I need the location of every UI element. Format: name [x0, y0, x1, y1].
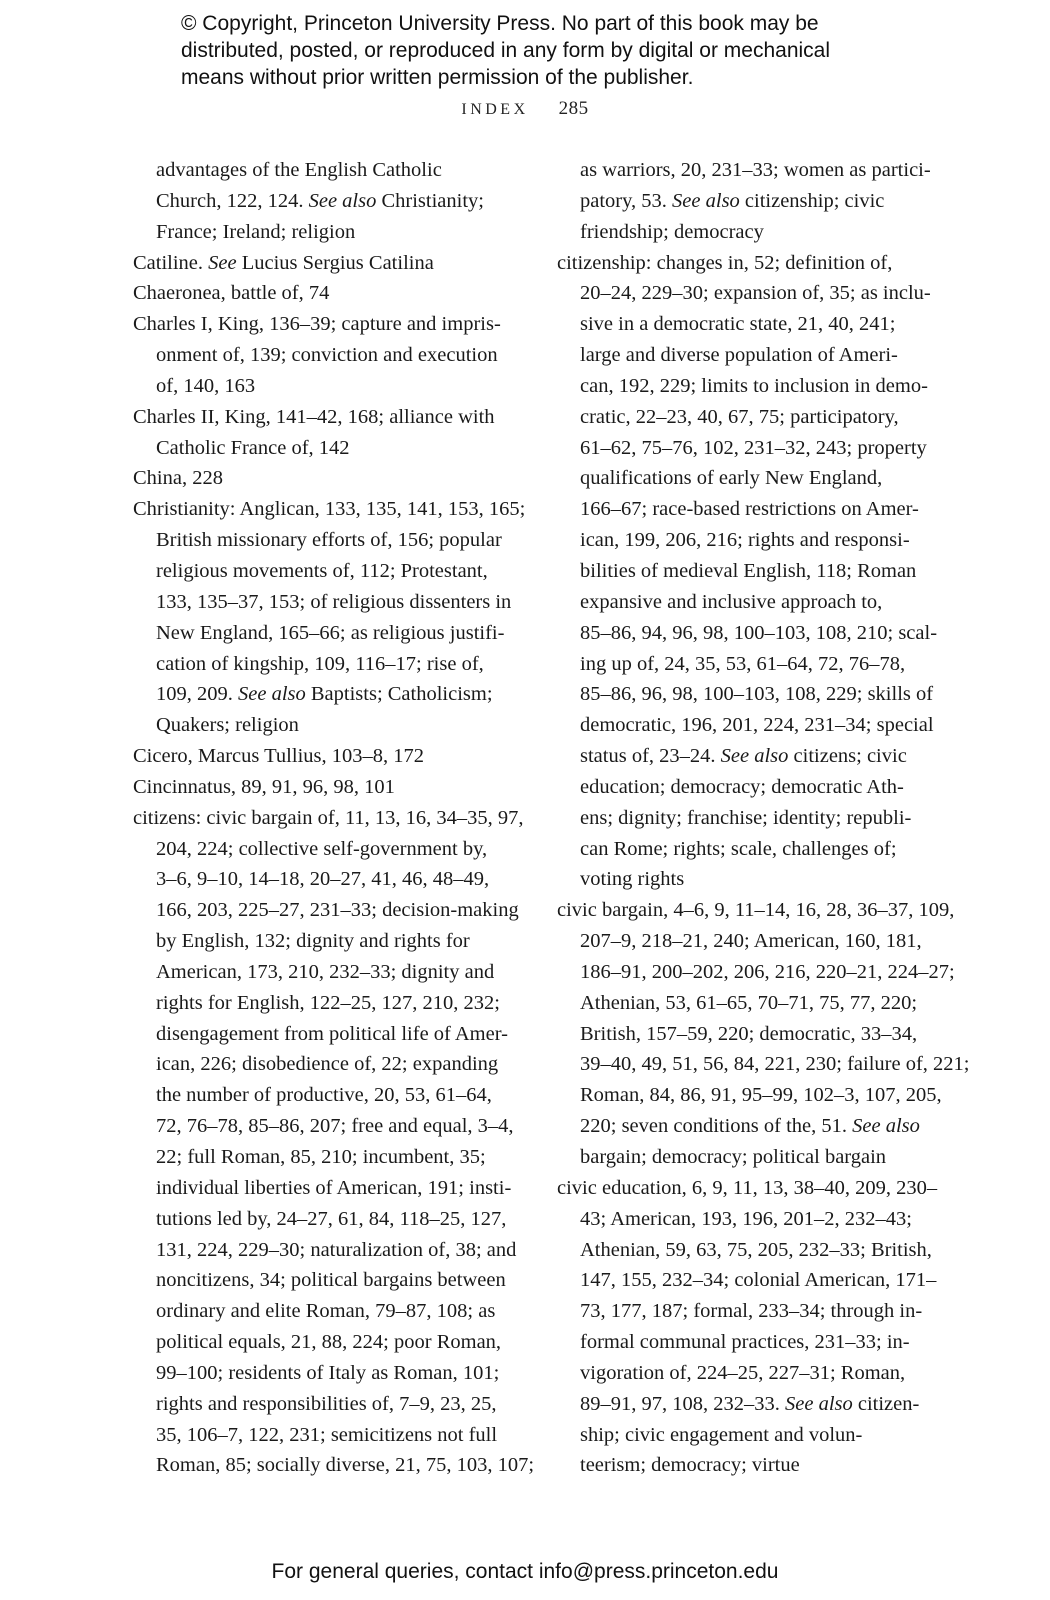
index-text: noncitizens, 34; political bargains between [156, 1269, 506, 1292]
index-line-continued [133, 895, 533, 926]
index-text: civic bargain, 4–6, 9, 11–14, 16, 28, 36–37, 109, [557, 899, 955, 922]
index-line-continued [557, 217, 957, 248]
running-head [0, 98, 1050, 120]
index-line-continued [557, 1235, 957, 1266]
index-line-continued [133, 1327, 533, 1358]
index-text: qualifications of early New England, [580, 467, 883, 490]
index-line-continued [557, 309, 957, 340]
index-text: Catiline. [133, 251, 209, 274]
index-text: 166–67; race-based restrictions on Amer- [580, 498, 919, 521]
index-line-continued [557, 402, 957, 433]
index-text: patory, 53. [580, 189, 673, 212]
index-line-continued [133, 340, 533, 371]
index-text: 99–100; residents of Italy as Roman, 101; [156, 1361, 500, 1384]
index-text: the number of productive, 20, 53, 61–64, [156, 1084, 492, 1107]
index-line-continued [557, 186, 957, 217]
section-title: INDEX [461, 101, 529, 118]
index-text: Charles II, King, 141–42, 168; alliance with [133, 405, 495, 428]
index-text: New England, 165–66; as religious justifi- [156, 621, 505, 644]
index-line-continued [133, 834, 533, 865]
index-line-continued [133, 1235, 533, 1266]
index-text: citizenship; civic [739, 189, 885, 212]
index-line-continued [557, 741, 957, 772]
index-line-continued [133, 649, 533, 680]
index-text: can, 192, 229; limits to inclusion in demo- [580, 374, 928, 397]
index-text: 186–91, 200–202, 206, 216, 220–21, 224–27; [580, 960, 955, 983]
index-text: 43; American, 193, 196, 201–2, 232–43; [580, 1207, 912, 1230]
index-line-continued [557, 433, 957, 464]
index-text: British missionary efforts of, 156; popular [156, 529, 502, 552]
index-text: cation of kingship, 109, 116–17; rise of, [156, 652, 484, 675]
index-line-continued [557, 649, 957, 680]
index-text: teerism; democracy; virtue [580, 1454, 800, 1477]
index-line-continued [557, 679, 957, 710]
index-text: ens; dignity; franchise; identity; republi- [580, 806, 912, 829]
index-line-continued [133, 1389, 533, 1420]
index-column-right [557, 155, 970, 1481]
index-entry-heading [557, 248, 957, 279]
index-line-continued [557, 926, 957, 957]
index-text: Catholic France of, 142 [156, 436, 350, 459]
index-text: 85–86, 94, 96, 98, 100–103, 108, 210; scal- [580, 621, 938, 644]
index-line-continued [557, 1111, 957, 1142]
index-text: Christianity: Anglican, 133, 135, 141, 153, 165; [133, 498, 526, 521]
index-line-continued [133, 1358, 533, 1389]
index-text: 3–6, 9–10, 14–18, 20–27, 41, 46, 48–49, [156, 868, 490, 891]
index-line-continued [133, 1019, 533, 1050]
index-text: political equals, 21, 88, 224; poor Roman, [156, 1331, 502, 1354]
page-number: 285 [558, 98, 589, 119]
index-text: 166, 203, 225–27, 231–33; decision-making [156, 899, 519, 922]
index-line-continued [133, 587, 533, 618]
index-line-continued [557, 710, 957, 741]
index-line-continued [557, 864, 957, 895]
index-text: 35, 106–7, 122, 231; semicitizens not full [156, 1423, 498, 1446]
index-line-continued [557, 1204, 957, 1235]
index-line-continued [557, 1327, 957, 1358]
copyright-notice [181, 10, 1001, 91]
index-text: 207–9, 218–21, 240; American, 160, 181, [580, 930, 922, 953]
cross-reference-label: See also [308, 189, 377, 212]
index-text: 89–91, 97, 108, 232–33. [580, 1392, 785, 1415]
index-entry-heading [133, 803, 533, 834]
index-text: 39–40, 49, 51, 56, 84, 221, 230; failure of, 221; [580, 1053, 970, 1076]
index-line-continued [133, 1450, 533, 1481]
index-line-continued [133, 186, 533, 217]
cross-reference-label: See also [672, 189, 740, 212]
index-line-continued [557, 1450, 957, 1481]
index-text: Christianity; [376, 189, 484, 212]
index-entry-heading [133, 402, 533, 433]
cross-reference-label: See also [785, 1392, 853, 1415]
index-text: of, 140, 163 [156, 374, 256, 397]
index-line-continued [133, 1420, 533, 1451]
index-line-continued [133, 1142, 533, 1173]
index-text: onment of, 139; conviction and execution [156, 344, 498, 367]
index-text: 131, 224, 229–30; naturalization of, 38; and [156, 1238, 517, 1261]
cross-reference-label: See also [238, 683, 306, 706]
index-line-continued [557, 1265, 957, 1296]
index-text: democratic, 196, 201, 224, 231–34; special [580, 714, 934, 737]
index-line-continued [557, 155, 957, 186]
index-line-continued [557, 494, 957, 525]
index-line-continued [133, 988, 533, 1019]
index-line-continued [557, 1049, 970, 1080]
index-line-continued [557, 587, 957, 618]
index-line-continued [133, 217, 533, 248]
index-text: Church, 122, 124. [156, 189, 309, 212]
index-line-continued [133, 679, 533, 710]
cross-reference-label: See [208, 251, 237, 274]
footer-contact: For general queries, contact info@press.princeton.edu [271, 1560, 779, 1583]
index-line-continued [557, 618, 957, 649]
index-text: ing up of, 24, 35, 53, 61–64, 72, 76–78, [580, 652, 906, 675]
index-line-continued [557, 1142, 957, 1173]
index-line-continued [557, 1080, 957, 1111]
index-text: 20–24, 229–30; expansion of, 35; as inclu- [580, 282, 931, 305]
index-entry-heading [133, 463, 533, 494]
index-line-continued [133, 1296, 533, 1327]
index-line-continued [133, 371, 533, 402]
index-line-continued [557, 803, 957, 834]
index-line-continued [133, 1265, 533, 1296]
cross-reference-label: See also [720, 745, 789, 768]
index-text: advantages of the English Catholic [156, 159, 442, 181]
index-text: Athenian, 53, 61–65, 70–71, 75, 77, 220; [580, 991, 918, 1014]
index-line-continued [557, 556, 957, 587]
index-line-continued [557, 278, 957, 309]
index-text: citizenship: changes in, 52; definition of, [557, 251, 893, 274]
index-text: Quakers; religion [156, 714, 299, 737]
index-line-continued [557, 463, 957, 494]
index-line-continued [133, 710, 533, 741]
index-line-continued [557, 340, 957, 371]
index-text: Lucius Sergius Catilina [236, 251, 434, 274]
index-text: vigoration of, 224–25, 227–31; Roman, [580, 1361, 906, 1384]
index-text: tutions led by, 24–27, 61, 84, 118–25, 127, [156, 1207, 507, 1230]
copyright-line: means without prior written permission of the publisher. [181, 66, 694, 89]
index-line-continued [557, 988, 957, 1019]
index-text: disengagement from political life of Amer- [156, 1022, 508, 1045]
index-text: individual liberties of American, 191; insti- [156, 1176, 512, 1199]
index-text: 61–62, 75–76, 102, 231–32, 243; property [580, 436, 927, 459]
index-text: 147, 155, 232–34; colonial American, 171– [580, 1269, 937, 1292]
index-text: Athenian, 59, 63, 75, 205, 232–33; British, [580, 1238, 932, 1261]
cross-reference-label: See also [852, 1115, 920, 1138]
index-line-continued [133, 556, 533, 587]
index-text: British, 157–59, 220; democratic, 33–34, [580, 1022, 918, 1045]
index-entry-heading [133, 278, 533, 309]
index-text: China, 228 [133, 467, 223, 490]
index-text: ican, 226; disobedience of, 22; expanding [156, 1053, 499, 1076]
index-text: cratic, 22–23, 40, 67, 75; participatory, [580, 405, 899, 428]
index-text: American, 173, 210, 232–33; dignity and [156, 960, 495, 983]
index-text: 85–86, 96, 98, 100–103, 108, 229; skills of [580, 683, 934, 706]
index-text: civic education, 6, 9, 11, 13, 38–40, 209, 230– [557, 1176, 938, 1199]
index-entry-heading [133, 494, 533, 525]
index-entry-heading [557, 1173, 957, 1204]
index-text: bargain; democracy; political bargain [580, 1146, 887, 1168]
index-text: 22; full Roman, 85, 210; incumbent, 35; [156, 1146, 486, 1168]
index-entry-heading [133, 309, 533, 340]
index-text: bilities of medieval English, 118; Roman [580, 559, 917, 582]
index-text: rights and responsibilities of, 7–9, 23, 25, [156, 1392, 497, 1415]
index-text: ican, 199, 206, 216; rights and responsi- [580, 529, 910, 552]
index-line-continued [133, 1080, 533, 1111]
index-entry-heading [557, 895, 957, 926]
index-text: citizen- [852, 1392, 920, 1415]
index-text: Cicero, Marcus Tullius, 103–8, 172 [133, 745, 424, 768]
index-text: France; Ireland; religion [156, 220, 356, 243]
index-line-continued [133, 1204, 533, 1235]
index-text: expansive and inclusive approach to, [580, 590, 883, 613]
index-line-continued [133, 433, 533, 464]
index-entry-heading [133, 741, 533, 772]
index-text: 72, 76–78, 85–86, 207; free and equal, 3–4, [156, 1115, 514, 1138]
index-line-continued [133, 1111, 533, 1142]
index-text: Chaeronea, battle of, 74 [133, 282, 330, 305]
index-line-continued [557, 957, 957, 988]
index-text: 109, 209. [156, 683, 238, 706]
copyright-line: distributed, posted, or reproduced in any form by digital or mechanical [181, 39, 831, 62]
index-text: Baptists; Catholicism; [305, 683, 493, 706]
index-line-continued [557, 834, 957, 865]
index-line-continued [557, 371, 957, 402]
index-text: status of, 23–24. [580, 745, 721, 768]
index-entry-heading [133, 248, 533, 279]
copyright-line: © Copyright, Princeton University Press. No part of this book may be [181, 12, 819, 35]
index-text: sive in a democratic state, 21, 40, 241; [580, 313, 896, 336]
index-line-continued [557, 1358, 957, 1389]
index-line-continued [557, 1296, 957, 1327]
index-line-continued [133, 926, 533, 957]
index-text: Roman, 84, 86, 91, 95–99, 102–3, 107, 205, [580, 1084, 942, 1107]
index-text: 133, 135–37, 153; of religious dissenters in [156, 590, 512, 613]
index-line-continued [133, 525, 533, 556]
index-text: Roman, 85; socially diverse, 21, 75, 103, 107; [156, 1454, 535, 1477]
index-text: 204, 224; collective self-government by, [156, 837, 488, 860]
index-line-continued [557, 1389, 957, 1420]
index-text: as warriors, 20, 231–33; women as partici- [580, 159, 931, 181]
index-text: rights for English, 122–25, 127, 210, 232; [156, 991, 500, 1014]
index-line-continued [557, 772, 957, 803]
index-text: 73, 177, 187; formal, 233–34; through in- [580, 1300, 923, 1323]
index-line-continued [133, 957, 533, 988]
index-text: can Rome; rights; scale, challenges of; [580, 837, 897, 860]
index-line-continued [557, 1019, 957, 1050]
index-line-continued [133, 864, 533, 895]
index-line-continued [133, 155, 533, 186]
index-line-continued [557, 1420, 957, 1451]
index-text: religious movements of, 112; Protestant, [156, 559, 488, 582]
index-text: ship; civic engagement and volun- [580, 1423, 863, 1446]
index-text: Cincinnatus, 89, 91, 96, 98, 101 [133, 775, 395, 798]
index-line-continued [133, 1049, 533, 1080]
index-text: education; democracy; democratic Ath- [580, 775, 904, 798]
index-text: citizens; civic [788, 745, 907, 768]
index-text: ordinary and elite Roman, 79–87, 108; as [156, 1300, 496, 1323]
index-line-continued [557, 525, 957, 556]
index-entry-heading [133, 772, 533, 803]
index-text: friendship; democracy [580, 220, 764, 243]
index-line-continued [133, 618, 533, 649]
index-line-continued [133, 1173, 533, 1204]
index-text: voting rights [580, 868, 685, 891]
index-text: formal communal practices, 231–33; in- [580, 1331, 910, 1354]
index-text: citizens: civic bargain of, 11, 13, 16, 34–35, 97, [133, 806, 524, 829]
index-text: Charles I, King, 136–39; capture and impris- [133, 313, 501, 336]
index-text: by English, 132; dignity and rights for [156, 930, 470, 953]
index-column-left [133, 155, 533, 1481]
index-text: large and diverse population of Ameri- [580, 344, 898, 367]
index-text: 220; seven conditions of the, 51. [580, 1115, 853, 1138]
